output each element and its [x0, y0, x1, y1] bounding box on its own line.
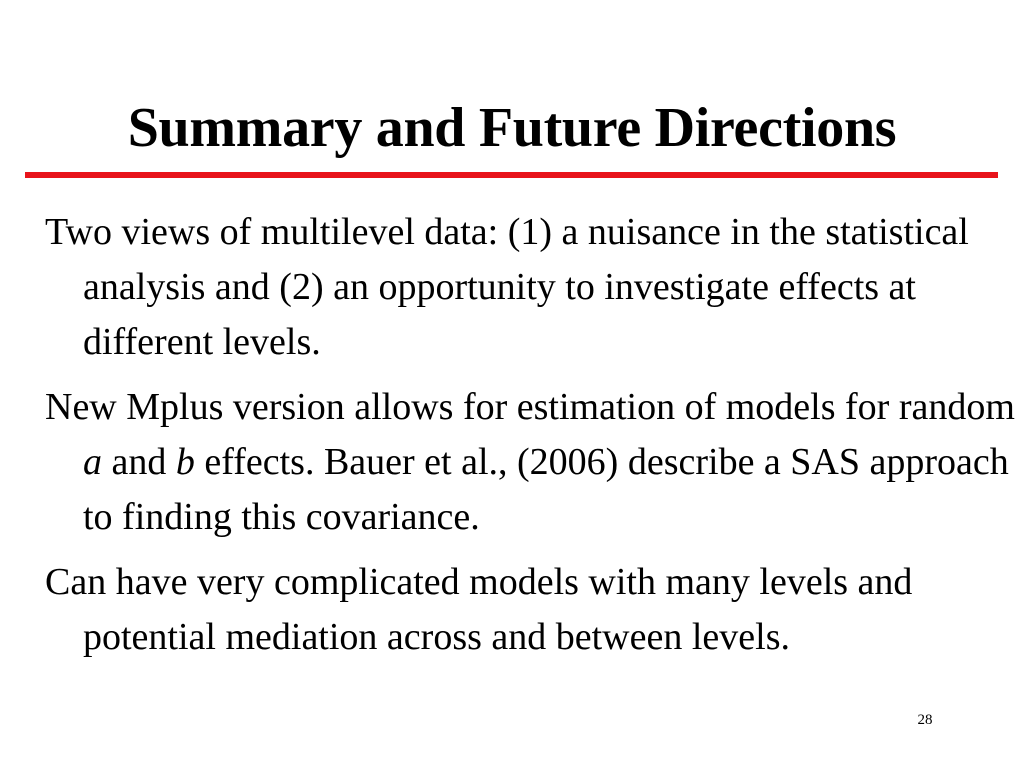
bullet-text: Two views of multilevel data: (1) a nuisance in the statistical analysis and (2) an opportunity to investigate effects at different levels.	[45, 211, 969, 363]
bullet-text-part: and	[102, 441, 176, 483]
bullet-list	[45, 205, 1015, 675]
slide-title: Summary and Future Directions	[127, 97, 897, 159]
bullet-multilevel-views	[45, 205, 1015, 370]
bullet-text-part: effects. Bauer et al., (2006) describe a SAS approach to finding this covariance.	[83, 441, 1009, 538]
italic-variable-a: a	[83, 441, 102, 483]
italic-variable-b: b	[175, 441, 195, 483]
bullet-mplus-version	[45, 380, 1015, 545]
bullet-complicated-models	[45, 555, 1015, 665]
slide-page-number: 28	[917, 712, 933, 728]
bullet-text: Can have very complicated models with many levels and potential mediation across and between levels.	[45, 561, 913, 658]
bullet-text-part: New Mplus version allows for estimation of models for random	[45, 386, 1015, 428]
title-underline-rule	[25, 172, 998, 178]
